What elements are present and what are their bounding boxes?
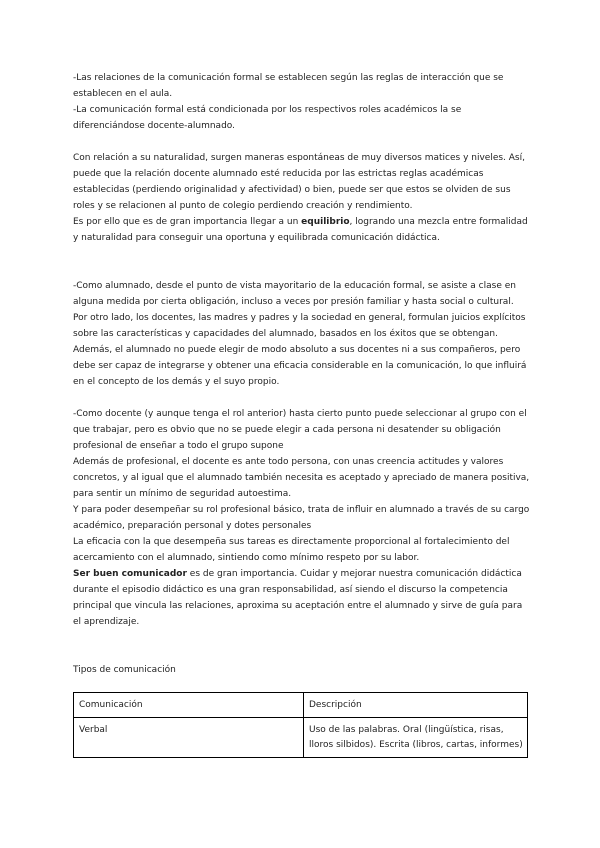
alumnado-paragraph-2: Por otro lado, los docentes, las madres y padres y la sociedad en general, formulan juicios explícitos sobre las características y capacidades del alumnado, basados en los éxitos que se obtengan. [73,313,526,339]
intro-paragraph-1: -Las relaciones de la comunicación formal se establecen según las reglas de interacción que se establecen en el aula. [73,73,504,99]
docente-paragraph-2: Además de profesional, el docente es ante todo persona, con unas creencia actitudes y valores concretos, y al igual que el alumnado también necesita es aceptado y apreciado de manera positiva, para sentir un mínimo de seguridad autoestima. [73,457,530,499]
intro-paragraph-2: -La comunicación formal está condicionada por los respectivos roles académicos la se diferenciándose docente-alumnado. [73,105,462,131]
table-header-cell: Descripción [304,693,528,718]
equilibrio-text-before: Es por ello que es de gran importancia llegar a un [73,217,302,227]
docente-paragraph-3: Y para poder desempeñar su rol profesional básico, trata de influir en alumnado a través de su cargo académico, preparación personal y dotes personales [73,505,530,531]
alumnado-paragraph-3: Además, el alumnado no puede elegir de modo absoluto a sus docentes ni a sus compañeros, pero debe ser capaz de integrarse y obtener una eficacia considerable en la comunicación, lo que influirá en el concepto de los demás y el suyo propio. [73,345,527,387]
alumnado-paragraph-1: -Como alumnado, desde el punto de vista mayoritario de la educación formal, se asiste a clase en alguna medida por cierta obligación, incluso a veces por presión familiar y hasta social o cultural. [73,281,516,307]
docente-paragraph-4: La eficacia con la que desempeña sus tareas es directamente proporcional al fortalecimiento del acercamiento con el alumnado, sintiendo como mínimo respeto por su labor. [73,537,510,563]
naturalidad-paragraph: Con relación a su naturalidad, surgen maneras espontáneas de muy diversos matices y niveles. Así, puede que la relación docente alumnado esté reducida por las estrictas reglas académicas establecidas (perdiendo originalidad y afectividad) o bien, puede ser que estos se olviden de sus roles y se relacionen al punto de colegio perdiendo creación y rendimiento. [73,153,525,211]
table-cell: Verbal [74,718,304,758]
equilibrio-text-after: , logrando una mezcla entre formalidad y naturalidad para conseguir una oportuna y equilibrada comunicación didáctica. [73,217,528,243]
document-body [73,70,531,758]
table-row [74,718,528,758]
equilibrio-paragraph [73,214,531,246]
table-header-row [74,693,528,718]
table-cell: Uso de las palabras. Oral (lingüística, risas, lloros silbidos). Escrita (libros, cartas, informes) [304,718,528,758]
tipos-table [73,692,528,758]
table-header-cell: Comunicación [74,693,304,718]
comunicador-paragraph [73,566,531,630]
equilibrio-bold: equilibrio [301,217,350,227]
tipos-title: Tipos de comunicación [73,665,176,675]
comunicador-text: es de gran importancia. Cuidar y mejorar nuestra comunicación didáctica durante el episodio didáctico es una gran responsabilidad, así siendo el discurso la competencia principal que vincula las relaciones, aproxima su aceptación entre el alumnado y sirve de guía para el aprendizaje. [73,569,523,627]
docente-paragraph-1: -Como docente (y aunque tenga el rol anterior) hasta cierto punto puede seleccionar al grupo con el que trabajar, pero es obvio que no se puede elegir a cada persona ni desatender su obligación profesional de enseñar a todo el grupo supone [73,409,527,451]
comunicador-bold: Ser buen comunicador [73,569,187,579]
